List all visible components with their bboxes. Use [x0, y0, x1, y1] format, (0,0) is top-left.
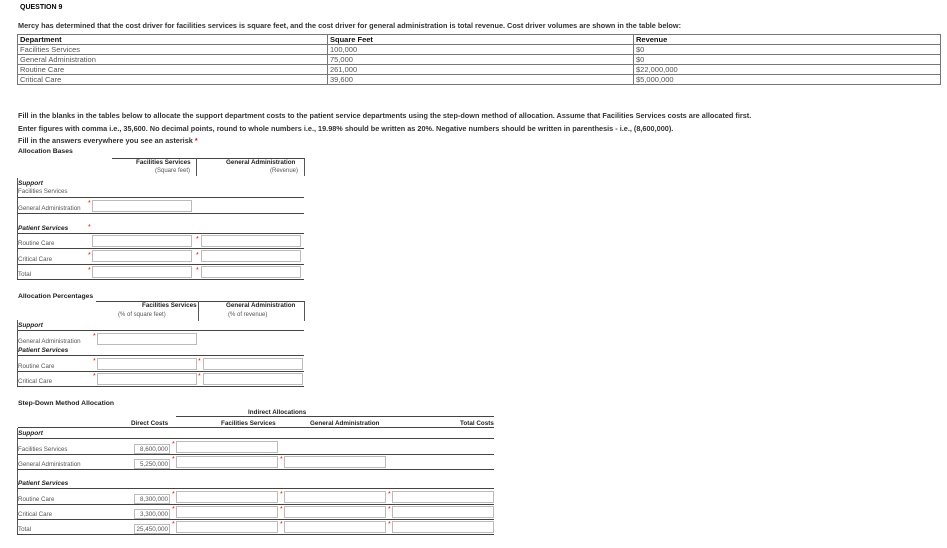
allocation-bases-title: Allocation Bases [18, 148, 73, 155]
table-row [18, 75, 941, 85]
stepdown-patient-label: Patient Services [18, 480, 69, 487]
pct-col-facilities-sub: (% of square feet) [118, 312, 166, 318]
cell-revenue: $0 [634, 45, 941, 55]
divider [17, 469, 494, 470]
required-marker: * [196, 267, 199, 274]
header-square-feet: Square Feet [328, 35, 634, 45]
stepdown-facilities-direct: 8,600,000 [134, 444, 170, 454]
pct-row-critical: Critical Care [18, 378, 53, 385]
divider [18, 427, 494, 428]
divider [17, 264, 304, 265]
stepdown-facilities-alloc-input[interactable] [176, 441, 278, 453]
required-marker: * [196, 236, 199, 243]
bases-row-total: Total [18, 271, 32, 278]
divider [17, 279, 304, 280]
table-row [18, 45, 941, 55]
required-marker: * [88, 200, 91, 207]
stepdown-total-ga-input[interactable] [284, 521, 386, 533]
question-title: QUESTION 9 [20, 4, 63, 11]
header-department: Department [18, 35, 328, 45]
stepdown-ga-direct: 5,250,000 [134, 459, 170, 469]
instruction-2: Enter figures with comma i.e., 35,600. No decimal points, round to whole numbers i.e., 19.98% should be written as 20%. Negative numbers should be written in parenthesis - i.e., (8,600,000). [18, 124, 674, 133]
cell-dept: Routine Care [18, 65, 328, 75]
required-marker: * [172, 491, 175, 498]
divider [198, 301, 199, 321]
stepdown-title: Step-Down Method Allocation [18, 400, 115, 407]
required-marker: * [93, 358, 96, 365]
stepdown-row-total: Total [18, 526, 32, 533]
divider [176, 416, 494, 417]
stepdown-indirect-header: Indirect Allocations [248, 409, 307, 416]
divider [17, 519, 494, 520]
stepdown-total-direct: 25,450,000 [134, 524, 170, 534]
required-marker: * [280, 521, 283, 528]
required-marker: * [93, 373, 96, 380]
required-marker: * [172, 456, 175, 463]
bases-total-revenue-input[interactable] [201, 266, 301, 278]
required-marker: * [280, 456, 283, 463]
required-marker: * [280, 491, 283, 498]
stepdown-critical-direct: 3,300,000 [134, 509, 170, 519]
bases-col-facilities-sub: (Square feet) [155, 168, 191, 174]
stepdown-support-label: Support [18, 430, 43, 437]
bases-patient-label: Patient Services [18, 225, 69, 232]
stepdown-col-facilities: Facilities Services [221, 420, 276, 427]
pct-col-ga: General Administration [226, 302, 296, 309]
stepdown-routine-facilities-input[interactable] [176, 491, 278, 503]
cell-sqft: 261,000 [328, 65, 634, 75]
divider [196, 158, 197, 176]
cell-revenue: $0 [634, 55, 941, 65]
divider [17, 197, 304, 198]
cell-sqft: 75,000 [328, 55, 634, 65]
pct-critical-facilities-input[interactable] [97, 373, 197, 385]
problem-statement: Mercy has determined that the cost driver for facilities services is square feet, and the cost driver for general administration is total revenue. Cost driver volumes are shown in the table below: [18, 21, 681, 30]
stepdown-critical-ga-input[interactable] [284, 506, 386, 518]
bases-row-facilities: Facilities Services [18, 188, 68, 195]
stepdown-critical-facilities-input[interactable] [176, 506, 278, 518]
bases-col-ga: General Administration [226, 159, 296, 166]
stepdown-row-critical: Critical Care [18, 511, 53, 518]
divider [17, 438, 494, 439]
divider [17, 371, 304, 372]
required-marker: * [198, 358, 201, 365]
bases-routine-sqft-input[interactable] [92, 235, 192, 247]
bases-critical-revenue-input[interactable] [201, 250, 301, 262]
divider [17, 233, 304, 234]
required-marker: * [88, 252, 91, 259]
bases-row-critical: Critical Care [18, 256, 53, 263]
required-marker: * [172, 521, 175, 528]
divider [304, 158, 305, 176]
cell-revenue: $5,000,000 [634, 75, 941, 85]
required-marker: * [93, 333, 96, 340]
cell-dept: General Administration [18, 55, 328, 65]
table-row [18, 65, 941, 75]
pct-routine-ga-input[interactable] [203, 358, 303, 370]
required-marker: * [198, 373, 201, 380]
pct-col-facilities: Facilities Services [142, 302, 197, 309]
stepdown-critical-total-input[interactable] [392, 506, 494, 518]
cell-sqft: 39,600 [328, 75, 634, 85]
table-row [18, 55, 941, 65]
divider [304, 301, 305, 321]
required-marker: * [88, 224, 91, 231]
pct-row-ga: General Administration [18, 338, 81, 345]
pct-patient-label: Patient Services [18, 347, 69, 354]
bases-row-ga: General Administration [18, 205, 81, 212]
required-marker: * [196, 252, 199, 259]
stepdown-row-ga: General Administration [18, 461, 81, 468]
cell-revenue: $22,000,000 [634, 65, 941, 75]
allocation-percentages-title: Allocation Percentages [18, 293, 94, 300]
cell-dept: Facilities Services [18, 45, 328, 55]
stepdown-row-facilities: Facilities Services [18, 446, 68, 453]
divider [17, 248, 304, 249]
pct-routine-facilities-input[interactable] [97, 358, 197, 370]
required-marker: * [172, 506, 175, 513]
required-marker: * [88, 267, 91, 274]
bases-critical-sqft-input[interactable] [92, 250, 192, 262]
bases-support-label: Support [18, 180, 43, 187]
stepdown-total-facilities-input[interactable] [176, 521, 278, 533]
stepdown-total-total-input[interactable] [392, 521, 494, 533]
bases-col-ga-sub: (Revenue) [270, 168, 299, 174]
bases-row-routine: Routine Care [18, 240, 55, 247]
stepdown-col-direct: Direct Costs [131, 420, 169, 427]
divider [17, 355, 304, 356]
divider [17, 330, 304, 331]
required-marker: * [280, 506, 283, 513]
divider [17, 178, 18, 279]
bases-col-facilities: Facilities Services [136, 159, 191, 166]
header-revenue: Revenue [634, 35, 941, 45]
stepdown-routine-direct: 8,300,000 [134, 494, 170, 504]
pct-ga-facilities-input[interactable] [97, 333, 197, 345]
divider [17, 386, 304, 387]
divider [17, 213, 304, 214]
required-marker: * [172, 441, 175, 448]
cell-sqft: 100,000 [328, 45, 634, 55]
stepdown-row-routine: Routine Care [18, 496, 55, 503]
cell-dept: Critical Care [18, 75, 328, 85]
required-marker: * [388, 491, 391, 498]
pct-critical-ga-input[interactable] [203, 373, 303, 385]
bases-ga-sqft-input[interactable] [92, 200, 192, 212]
bases-total-sqft-input[interactable] [92, 266, 192, 278]
divider [17, 428, 18, 534]
pct-support-label: Support [18, 322, 43, 329]
divider [17, 534, 494, 535]
pct-col-ga-sub: (% of revenue) [228, 312, 268, 318]
pct-row-routine: Routine Care [18, 363, 55, 370]
divider [17, 504, 494, 505]
required-marker: * [388, 521, 391, 528]
required-marker: * [388, 506, 391, 513]
stepdown-col-ga: General Administration [310, 420, 380, 427]
instruction-1: Fill in the blanks in the tables below to allocate the support department costs to the patient service departments using the step-down method of allocation. Assume that Facilities Services costs are allocated first. [18, 111, 752, 120]
divider [17, 320, 18, 386]
stepdown-ga-facilities-input[interactable] [176, 456, 278, 468]
divider [17, 488, 494, 489]
stepdown-routine-total-input[interactable] [392, 491, 494, 503]
stepdown-routine-ga-input[interactable] [284, 491, 386, 503]
instruction-3: Fill in the answers everywhere you see an asterisk * [18, 136, 198, 145]
bases-routine-revenue-input[interactable] [201, 235, 301, 247]
divider [17, 454, 494, 455]
cost-driver-table [17, 34, 941, 85]
stepdown-col-total: Total Costs [460, 420, 494, 427]
stepdown-ga-alloc-input[interactable] [284, 456, 386, 468]
